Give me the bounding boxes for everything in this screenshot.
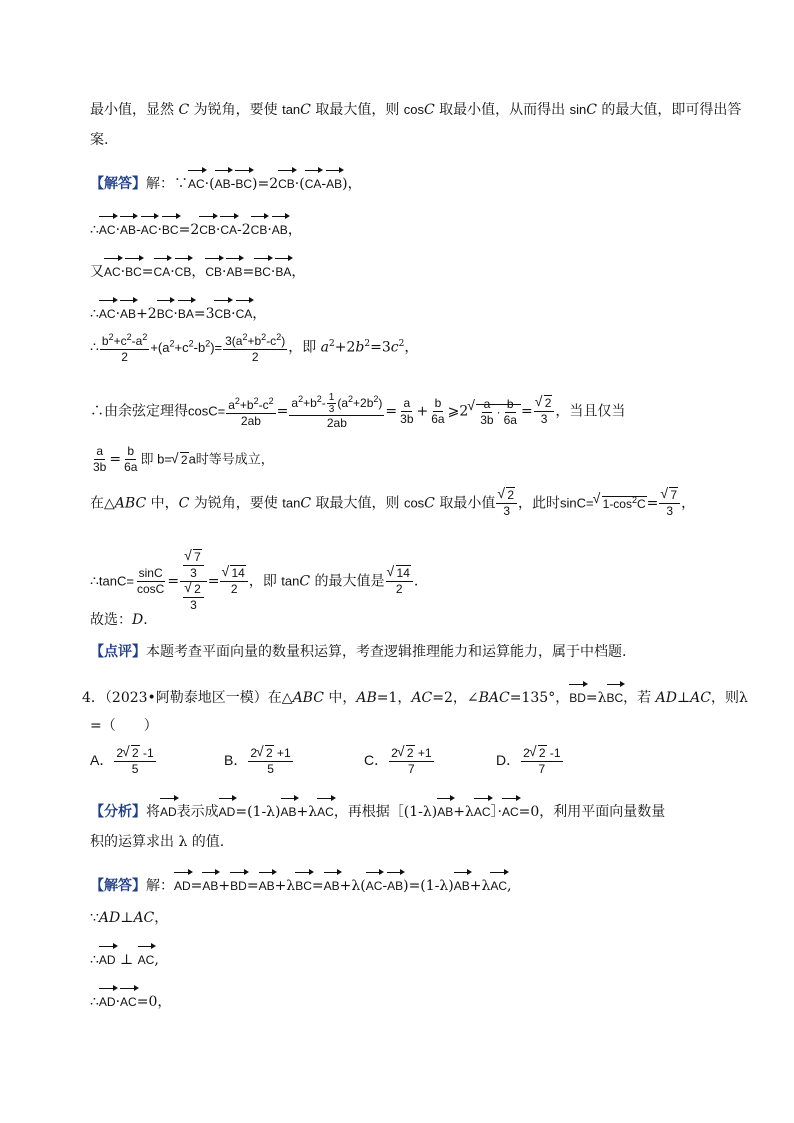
option-b-den: 5 [267, 762, 274, 776]
option-a-letter: A． [90, 752, 114, 769]
solution-line-2: ∴AC·AB-AC·BC=2CB·CA-2CB·AB， [90, 214, 724, 240]
comment-text: 本题考查平面向量的数量积运算，考查逻辑推理能力和运算能力，属于中档题. [146, 644, 627, 660]
solution-line-3: 又AC·BC=CA·CB，CB·AB=BC·BA， [90, 256, 724, 282]
option-c-letter: C． [364, 752, 389, 769]
solution-line-7: $\frac{a}{3b}$ = $\frac{b}{6a}$ 即 b=√ 2a时等号成立， [90, 444, 724, 475]
analysis-line-1: 【分析】将AD表示成AD=(1-λ)AB+λAC，再根据［(1-λ)AB+λAC］·AC=0，利用平面向量数量 [90, 796, 724, 822]
option-b-letter: B． [224, 752, 248, 769]
option-c-den: 7 [407, 762, 415, 776]
comment-tag: 【点评】 [90, 644, 146, 660]
option-b[interactable]: B． $\frac{2√ 2 +1}{5}$ [224, 746, 294, 777]
analysis-tag: 【分析】 [90, 804, 146, 820]
solution-line-4: ∴AC·AB+2BC·BA=3CB·CA， [90, 298, 724, 324]
solution-line-5: ∴ $\frac{b^2+c^2-a^2}{2}$ $+(a^2+c^2-b^2)=$ $\frac{3(a^2+b^2-c^2)}{2}$ ，即 $a^2+2b^2=3c^2$， [90, 332, 419, 364]
analysis-line-2: 积的运算求出 λ 的值. [90, 834, 225, 850]
solution4-line-2: ∵AD⊥AC， [90, 910, 169, 926]
solution-line-8: 在△ABC 中，C 为锐角，要使 tanC 取最大值，则 cosC 取最小值 √ $\frac{2}{3}$ ，此时sinC=√ $1-\cos^2C=$ √ $\frac{7}{3}$ ， [90, 488, 724, 519]
question-4-blank: =（ ） [90, 718, 158, 734]
option-a[interactable]: A． $\frac{2√ 2 -1}{5}$ [90, 746, 157, 777]
solution-line-6: ∴由余弦定理得cosC= $\frac{a^2+b^2-c^2}{2ab}$ = $a^2+b^2-$ $\frac{1}{3}$ $(a^2+2b^2)$ 2ab = $\frac{a}{3b}$ + $\frac{b}{6a}$ ⩾2 √ $\frac{a}{3b}$ · $\frac{b}{6a}$ = √ $\frac{2}{3}$ ，当且仅当 [90, 392, 724, 431]
solution-line-1: 【解答】解：∵AC·(AB-BC)=2CB·(CA-AB)， [90, 168, 724, 194]
option-c[interactable]: C． $\frac{2√ 2 +1}{7}$ [364, 746, 435, 777]
option-d-letter: D． [496, 752, 521, 769]
comment-line [90, 642, 724, 662]
text-line-1: 最小值，显然 C 为锐角，要使 tanC 取最大值，则 cosC 取最小值，从而得出 sinC 的最大值，即可得出答 [90, 102, 742, 118]
option-a-den: 5 [131, 762, 139, 776]
option-d[interactable]: D． $\frac{2√ 2 -1}{7}$ [496, 746, 564, 777]
solution-tag: 【解答】 [90, 176, 146, 192]
solution4-tag: 【解答】 [90, 878, 146, 894]
final-answer-line: 故选：D. [90, 612, 148, 628]
solution4-line-4: ∴AD·AC=0， [90, 986, 724, 1012]
solution-label: 解： [146, 176, 174, 192]
solution4-line-3: ∴AD ⊥ AC, [90, 944, 724, 970]
solution4-line-1: 【解答】解：AD=AB+BD=AB+λBC=AB+λ(AC-AB)=(1-λ)AB+λAC, [90, 870, 724, 896]
text-line-2: 案. [90, 132, 109, 148]
solution-line-9: ∴tanC= $\frac{\sin C}{\cos C}$ = √ $\frac{7}{3}$ √ $\frac{2}{3}$ = √ $\frac{14}{2}$ ，即 tanC 的最大值是 √ $\frac{14}{2}$ . [90, 550, 724, 613]
question-4-stem: 4．（2023•阿勒泰地区一模）在△ABC 中，AB=1，AC=2，∠BAC=135°，BD=λBC，若 AD⊥AC，则λ [82, 682, 724, 708]
option-d-den: 7 [538, 762, 546, 776]
